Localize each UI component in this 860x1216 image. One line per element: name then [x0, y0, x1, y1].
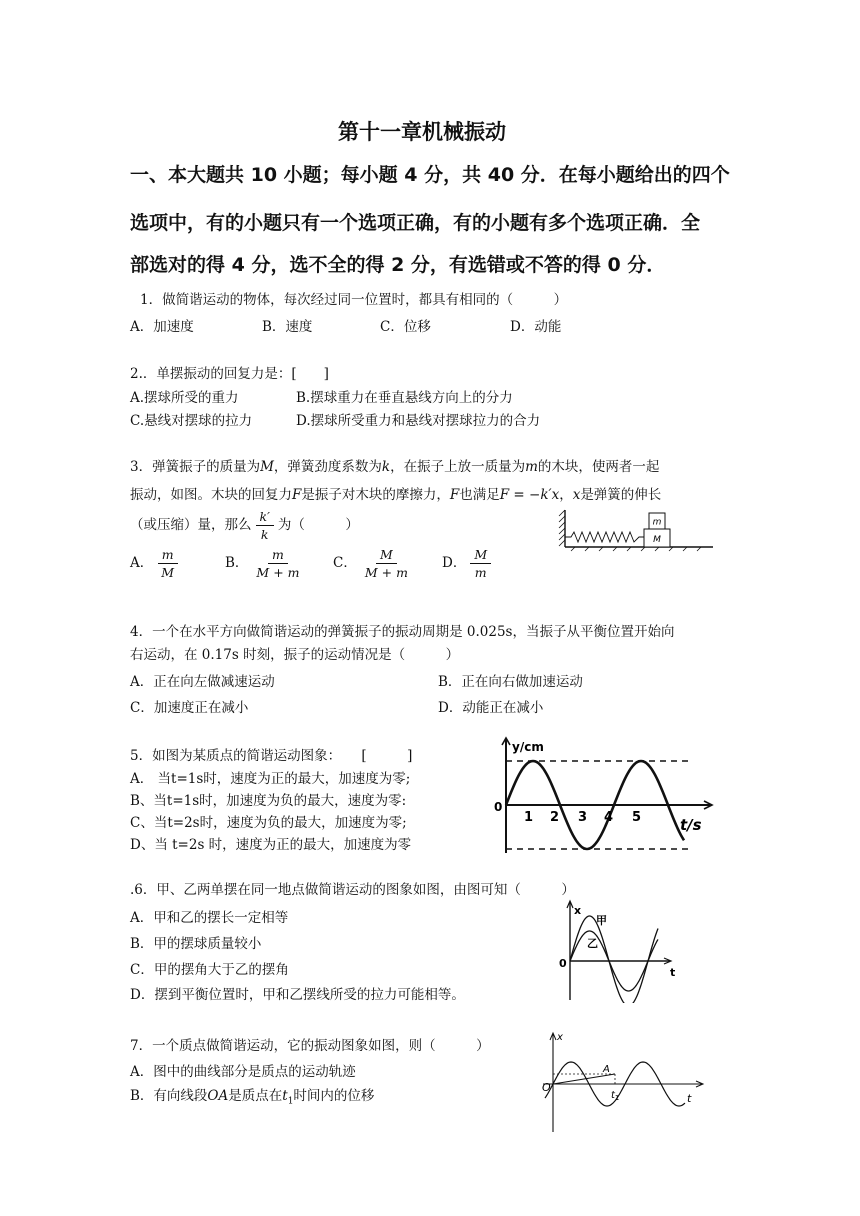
curve-jia	[570, 916, 658, 1003]
t-axis-label: t	[687, 1092, 692, 1105]
question-7-option-a: A．图中的曲线部分是质点的运动轨迹	[130, 1064, 356, 1080]
tick-label-3: 3	[578, 810, 588, 825]
origin-label: 0	[494, 800, 503, 814]
force-formula: F = −k′x	[499, 487, 560, 503]
question-2-option-a: A.摆球所受的重力	[130, 390, 239, 406]
question-6-option-b: B．甲的摆球质量较小	[130, 936, 262, 952]
question-6-option-d: D．摆到平衡位置时，甲和乙摆线所受的拉力可能相等。	[130, 987, 465, 1003]
wall-hatching	[559, 510, 565, 546]
spring-oscillator-figure	[555, 508, 715, 552]
tick-label-2: 2	[550, 810, 560, 825]
question-2-option-b: B.摆球重力在垂直悬线方向上的分力	[296, 390, 513, 406]
ratio-fraction: $\frac{k'}{k}$	[256, 509, 274, 542]
page-title: 第十一章机械振动	[338, 120, 506, 144]
question-7-option-b: B．有向线段OA是质点在$t_1$时间内的位移	[130, 1088, 375, 1107]
origin-O-label: O	[542, 1081, 551, 1094]
question-6-option-c: C．甲的摆角大于乙的摆角	[130, 962, 289, 978]
block-small-label: m	[652, 517, 662, 528]
question-4-line-2: 右运动，在 0.17s 时刻，振子的运动情况是（ ）	[130, 647, 460, 663]
question-4-option-b: B．正在向右做加速运动	[438, 674, 583, 690]
yi-label: 乙	[587, 937, 598, 950]
q5-vibration-graph	[490, 735, 720, 860]
section-heading-line-3: 部选对的得 4 分，选不全的得 2 分，有选错或不答的得 0 分．	[130, 254, 666, 276]
spring-coil	[565, 532, 644, 542]
question-7-stem: 7．一个质点做简谐运动，它的振动图象如图，则（ ）	[130, 1038, 490, 1054]
origin-label: 0	[559, 957, 567, 970]
question-3-option-d: D． $\frac{M}{m}$	[442, 547, 495, 580]
question-1-stem: 1．做简谐运动的物体，每次经过同一位置时，都具有相同的（ ）	[140, 292, 568, 308]
question-4-option-c: C．加速度正在减小	[130, 700, 249, 716]
question-5-option-d: D、当 t=2s 时，速度为正的最大，加速度为零	[130, 837, 412, 853]
section-heading-line-1: 一、本大题共 10 小题；每小题 4 分，共 40 分．在每小题给出的四个	[130, 164, 730, 186]
question-3-option-a: A． $\frac{m}{M}$	[130, 547, 182, 580]
question-5-option-b: B、当t=1s时，加速度为负的最大，速度为零:	[130, 793, 407, 809]
q7-vibration-graph	[535, 1028, 715, 1136]
question-5-option-a: A． 当t=1s时，速度为正的最大，加速度为零;	[130, 771, 411, 787]
question-4-option-d: D．动能正在减小	[438, 700, 544, 716]
question-3-line-3: （或压缩）量，那么 $\frac{k'}{k}$ 为（ ）	[130, 509, 359, 542]
question-2-option-d: D.摆球所受重力和悬线对摆球拉力的合力	[296, 413, 541, 429]
tick-label-5: 5	[632, 810, 642, 825]
question-2-stem: 2.．单摆振动的回复力是：[ ]	[130, 366, 329, 382]
question-4-option-a: A．正在向左做减速运动	[130, 674, 275, 690]
question-3-option-c: C． $\frac{M}{M + m}$	[333, 547, 408, 580]
y-axis-label: y/cm	[512, 740, 544, 754]
question-1-option-b: B．速度	[262, 319, 313, 335]
question-4-line-1: 4．一个在水平方向做简谐运动的弹簧振子的振动周期是 0.025s，当振子从平衡位置开始向	[130, 624, 675, 640]
jia-label: 甲	[596, 914, 607, 927]
tick-label-1: 1	[524, 810, 534, 825]
question-5-stem: 5．如图为某质点的简谐运动图象： [ ]	[130, 748, 413, 764]
question-3-option-b: B． $\frac{m}{M + m}$	[225, 547, 300, 580]
section-heading-line-2: 选项中，有的小题只有一个选项正确，有的小题有多个选项正确．全	[130, 212, 701, 234]
question-1-option-a: A．加速度	[130, 319, 194, 335]
tick-label-4: 4	[604, 810, 614, 825]
block-big-label: M	[653, 535, 661, 545]
t-axis-label: t	[670, 966, 676, 979]
x-axis-label: x	[574, 904, 582, 917]
question-3-line-2: 振动，如图。木块的回复力F是振子对木块的摩擦力，F也满足F = −k′x，x是弹簧的伸长	[130, 487, 662, 503]
question-6-stem: .6．甲、乙两单摆在同一地点做简谐运动的图象如图，由图可知（ ）	[130, 882, 575, 898]
question-3-line-1: 3．弹簧振子的质量为M，弹簧劲度系数为k，在振子上放一质量为m的木块，使两者一起	[130, 459, 660, 475]
question-6-option-a: A．甲和乙的摆长一定相等	[130, 910, 289, 926]
t1-label: $t_1$	[611, 1090, 620, 1102]
q6-pendulum-graph	[558, 898, 688, 1003]
question-5-option-c: C、当t=2s时，速度为负的最大，加速度为零;	[130, 815, 407, 831]
question-1-option-c: C．位移	[380, 319, 431, 335]
point-A-label: A	[603, 1064, 610, 1075]
question-1-option-d: D．动能	[510, 319, 562, 335]
question-2-option-c: C.悬线对摆球的拉力	[130, 413, 253, 429]
t-axis-label: t/s	[680, 816, 702, 834]
x-axis-label: x	[557, 1032, 563, 1043]
